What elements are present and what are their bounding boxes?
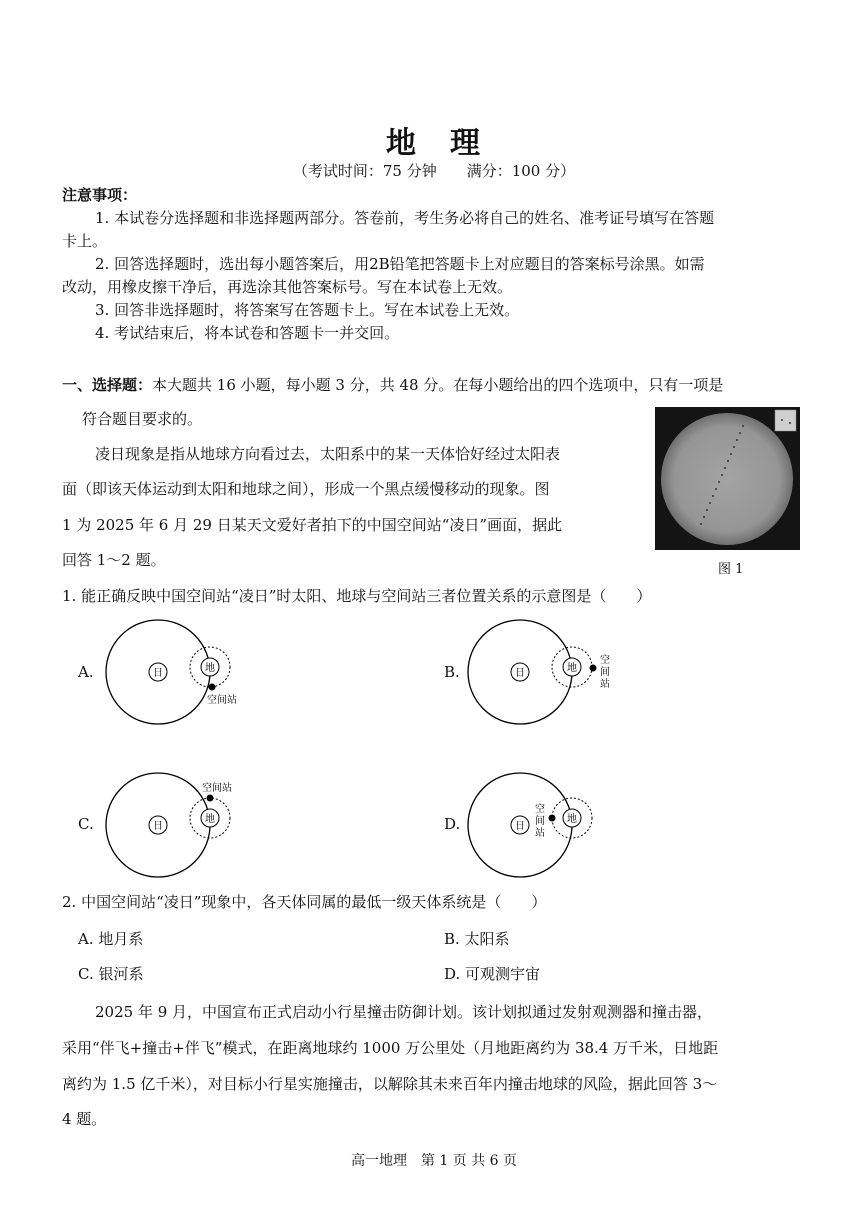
- station-label-char-3: 站: [600, 679, 610, 690]
- passage-2-line2: 采用“伴飞+撞击+伴飞”模式，在距离地球约 1000 万公里处（月地距离约为 38.4 万千米，日地距: [62, 1039, 719, 1057]
- q1-option-c-label: C.: [78, 815, 94, 833]
- q1-option-a-diagram: [100, 615, 260, 730]
- section-1-text: 本大题共 16 小题，每小题 3 分，共 48 分。在每小题给出的四个选项中，只有一项是: [152, 376, 724, 394]
- earth-label: 地: [205, 814, 215, 825]
- space-station-dot: [207, 795, 214, 802]
- space-station-dot: [549, 815, 556, 822]
- station-label-char-1: 空: [535, 804, 545, 815]
- q1-option-a-label: A.: [78, 663, 94, 681]
- space-station-dot: [209, 684, 216, 691]
- passage-1-line2: 面（即该天体运动到太阳和地球之间），形成一个黑点缓慢移动的现象。图: [62, 480, 550, 498]
- q1-option-b-label: B.: [444, 663, 460, 681]
- sun-label: 日: [515, 668, 525, 679]
- sun-label: 日: [153, 668, 163, 679]
- earth-label: 地: [567, 814, 577, 825]
- question-2-stem: 2. 中国空间站“凌日”现象中，各天体同属的最低一级天体系统是（ ）: [62, 893, 547, 911]
- station-label-char-2: 间: [535, 816, 545, 827]
- notice-item-2-line1: 2. 回答选择题时，选出每小题答案后，用2B铅笔把答题卡上对应题目的答案标号涂黑。如需: [95, 255, 705, 273]
- q2-option-c: C. 银河系: [78, 965, 144, 983]
- station-label-char-1: 空: [600, 655, 610, 666]
- station-label-char-3: 站: [535, 828, 545, 839]
- passage-2-line4: 4 题。: [62, 1110, 107, 1128]
- q2-option-d: D. 可观测宇宙: [444, 965, 541, 983]
- earth-label: 地: [205, 663, 215, 674]
- question-1-stem: 1. 能正确反映中国空间站“凌日”时太阳、地球与空间站三者位置关系的示意图是（ ）: [62, 587, 652, 605]
- station-label: 空间站: [207, 695, 237, 706]
- space-station-dot: [590, 665, 597, 672]
- q2-option-a: A. 地月系: [78, 930, 144, 948]
- figure-1-caption: 图 1: [718, 562, 744, 577]
- q1-option-d-label: D.: [444, 815, 461, 833]
- q1-option-c-diagram: [100, 768, 260, 883]
- q1-option-b-diagram: [462, 615, 622, 730]
- q2-option-b: B. 太阳系: [444, 930, 510, 948]
- section-1-heading: 一、选择题：: [62, 376, 153, 394]
- station-label: 空间站: [202, 783, 232, 794]
- passage-1-line4: 回答 1～2 题。: [62, 551, 166, 569]
- passage-1-line3: 1 为 2025 年 6 月 29 日某天文爱好者拍下的中国空间站“凌日”画面，据此: [62, 516, 563, 534]
- notice-heading: 注意事项：: [62, 186, 138, 204]
- earth-label: 地: [567, 663, 577, 674]
- page-title: 地 理: [386, 126, 482, 161]
- passage-2-line3: 离约为 1.5 亿千米），对目标小行星实施撞击，以解除其未来百年内撞击地球的风险，据此回答 3～: [62, 1075, 718, 1093]
- notice-item-3: 3. 回答非选择题时，将答案写在答题卡上。写在本试卷上无效。: [95, 301, 520, 319]
- section-1-text-line2: 符合题目要求的。: [82, 410, 203, 428]
- section-1-intro: [62, 374, 723, 395]
- exam-info: （考试时间：75 分钟 满分：100 分）: [292, 162, 576, 180]
- sun-label: 日: [153, 821, 163, 832]
- station-label-char-2: 间: [600, 667, 610, 678]
- page-footer: 高一地理 第 1 页 共 6 页: [350, 1153, 518, 1169]
- inset-box: [775, 410, 796, 431]
- q1-option-d-diagram: [462, 768, 622, 883]
- passage-2-line1: 2025 年 9 月，中国宣布正式启动小行星撞击防御计划。该计划拟通过发射观测器和撞击器，: [95, 1003, 713, 1021]
- sun-disk: [661, 413, 793, 545]
- notice-item-4: 4. 考试结束后，将本试卷和答题卡一并交回。: [95, 324, 400, 342]
- figure-1-sun-photo: [655, 407, 800, 550]
- notice-item-1-line2: 卡上。: [62, 232, 108, 250]
- sun-label: 日: [515, 821, 525, 832]
- sun-transit-image: [655, 407, 800, 550]
- passage-1-line1: 凌日现象是指从地球方向看过去，太阳系中的某一天体恰好经过太阳表: [95, 445, 561, 463]
- notice-item-2-line2: 改动，用橡皮擦干净后，再选涂其他答案标号。写在本试卷上无效。: [62, 278, 513, 296]
- notice-item-1-line1: 1. 本试卷分选择题和非选择题两部分。答卷前，考生务必将自己的姓名、准考证号填写在答题: [95, 209, 715, 227]
